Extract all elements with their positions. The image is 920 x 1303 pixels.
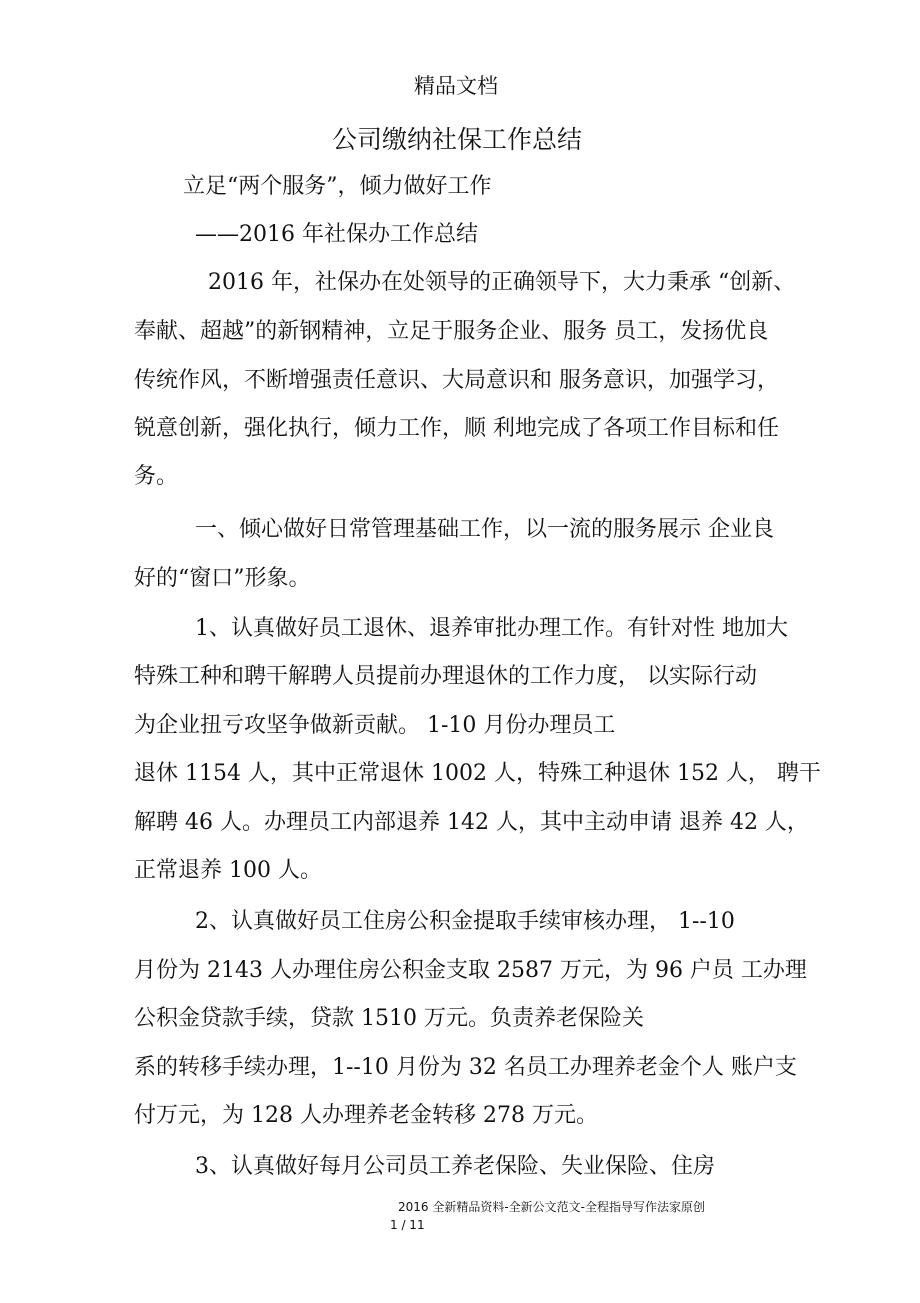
paragraph-line: 正常退养 100 人。 [134,858,322,883]
paragraph-line: 退休 1154 人，其中正常退休 1002 人，特殊工种退休 152 人， 聘干 [134,761,821,786]
paragraph-line: 特殊工种和聘干解聘人员提前办理退休的工作力度， 以实际行动 [134,664,757,689]
paragraph-line: 1、认真做好员工退休、退养审批办理工作。有针对性 地加大 [195,616,788,641]
paragraph-line: 奉献、超越”的新钢精神，立足于服务企业、服务 员工，发扬优良 [134,319,769,344]
paragraph-line: 传统作风，不断增强责任意识、大局意识和 服务意识，加强学习， [134,368,779,393]
paragraph-line: 2、认真做好员工住房公积金提取手续审核办理， 1--10 [195,909,735,934]
footer-slogan: 2016 全新精品资料-全新公文范文-全程指导写作法家原创 [398,1200,706,1214]
subtitle: 立足“两个服务”，倾力做好工作 [183,174,492,199]
section-heading-line: 一、倾心做好日常管理基础工作，以一流的服务展示 企业良 [195,517,774,542]
section-heading-line: 好的“窗口”形象。 [134,566,311,591]
paragraph-line: 锐意创新，强化执行，倾力工作，顺 利地完成了各项工作目标和任 [134,416,779,441]
paragraph-line: 解聘 46 人。办理员工内部退养 142 人，其中主动申请 退养 42 人， [134,810,809,835]
paragraph-line: 付万元，为 128 人办理养老金转移 278 万元。 [134,1103,598,1128]
document-title: 公司缴纳社保工作总结 [332,125,583,154]
paragraph-line: 系的转移手续办理，1--10 月份为 32 名员工办理养老金个人 账户支 [134,1055,797,1080]
paragraph-line: 2016 年，社保办在处领导的正确领导下，大力秉承 “创新、 [208,270,796,295]
paragraph-line: 3、认真做好每月公司员工养老保险、失业保险、住房 [195,1154,715,1179]
paragraph-line: 务。 [134,464,179,489]
page-number: 1 / 11 [390,1218,425,1232]
paragraph-line: 公积金贷款手续，贷款 1510 万元。负责养老保险关 [134,1006,644,1031]
paragraph-line: 月份为 2143 人办理住房公积金支取 2587 万元，为 96 户员 工办理 [134,958,807,983]
page-header: 精品文档 [414,74,498,98]
paragraph-line: 为企业扭亏攻坚争做新贡献。 1-10 月份办理员工 [134,713,616,738]
subtitle-year: ——2016 年社保办工作总结 [195,222,478,247]
